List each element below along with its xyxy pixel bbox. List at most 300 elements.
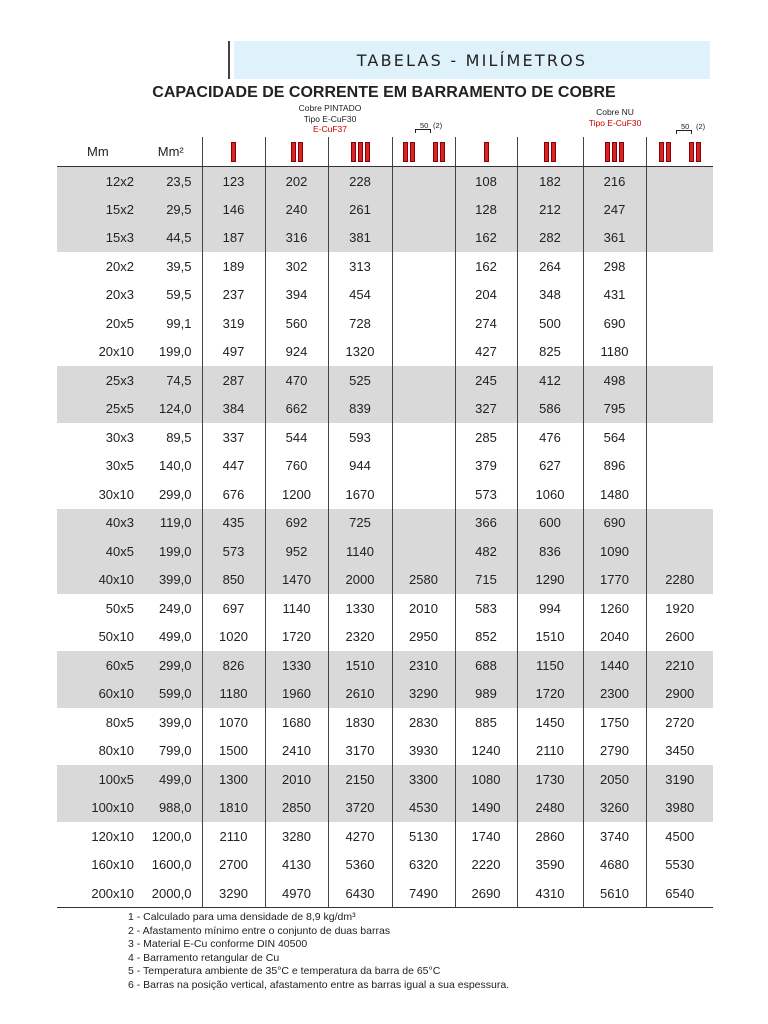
cell-current: 690 xyxy=(583,509,646,538)
bare-group-line1: Cobre NU xyxy=(596,107,634,117)
cell-current: 1290 xyxy=(517,566,583,595)
cell-area: 988,0 xyxy=(140,794,202,823)
cell-current xyxy=(392,338,455,367)
cell-current: 795 xyxy=(583,395,646,424)
cell-current: 662 xyxy=(265,395,328,424)
cell-current: 3280 xyxy=(265,822,328,851)
cell-current xyxy=(646,195,713,224)
cell-current xyxy=(392,537,455,566)
table-row xyxy=(57,879,713,908)
table-row xyxy=(57,651,713,680)
cell-current: 952 xyxy=(265,537,328,566)
cell-current xyxy=(646,423,713,452)
cell-current: 2010 xyxy=(392,594,455,623)
cell-size: 160x10 xyxy=(91,857,134,873)
cell-area: 199,0 xyxy=(158,344,192,360)
cell-current: 1510 xyxy=(328,651,392,680)
painted-group-line2: Tipo E-CuF30 xyxy=(303,113,357,124)
cell-current: 202 xyxy=(265,167,328,196)
cell-current: 573 xyxy=(202,537,265,566)
cell-current: 1020 xyxy=(202,623,265,652)
cell-current: 5530 xyxy=(646,851,713,880)
cell-current: 1180 xyxy=(202,680,265,709)
cell-current: 1260 xyxy=(583,594,646,623)
table-row xyxy=(57,566,713,595)
cell-size: 20x10 xyxy=(98,344,134,360)
cell-current: 204 xyxy=(455,281,517,310)
cell-current: 427 xyxy=(455,338,517,367)
cell-current xyxy=(392,195,455,224)
cell-current xyxy=(392,224,455,253)
cell-current: 2690 xyxy=(455,879,517,908)
double-bar-icon xyxy=(517,137,583,167)
cell-area: 249,0 xyxy=(158,600,192,616)
table-row xyxy=(57,224,713,253)
cell-current: 182 xyxy=(517,167,583,196)
cell-current: 5360 xyxy=(328,851,392,880)
banner xyxy=(228,41,710,79)
cell-current xyxy=(646,338,713,367)
cell-current: 1490 xyxy=(455,794,517,823)
cell-area: 299,0 xyxy=(140,651,202,680)
cell-current: 3980 xyxy=(646,794,713,823)
cell-area: 74,5 xyxy=(140,366,202,395)
cell-current xyxy=(392,309,455,338)
cell-current: 1450 xyxy=(517,708,583,737)
cell-size: 50x5 xyxy=(105,600,134,616)
table-row xyxy=(57,737,713,766)
cell-area: 119,0 xyxy=(140,509,202,538)
cell-current: 944 xyxy=(328,452,392,481)
table-row xyxy=(57,338,713,367)
table-row xyxy=(57,822,713,851)
cell-current: 3170 xyxy=(328,737,392,766)
cell-current: 337 xyxy=(202,423,265,452)
table-body xyxy=(57,167,713,908)
banner-title: TABELAS - MILÍMETROS xyxy=(234,41,710,79)
double-pair-bar-icon xyxy=(646,137,713,167)
table-row xyxy=(57,851,713,880)
cell-area: 140,0 xyxy=(158,458,192,474)
cell-area: 124,0 xyxy=(140,395,202,424)
cell-current xyxy=(392,395,455,424)
table-row xyxy=(57,537,713,566)
cell-current: 600 xyxy=(517,509,583,538)
cell-current: 852 xyxy=(455,623,517,652)
table-row xyxy=(57,765,713,794)
cell-current xyxy=(646,281,713,310)
cell-area: 399,0 xyxy=(140,566,202,595)
cell-current: 123 xyxy=(202,167,265,196)
footnote-item: 3 - Material E-Cu conforme DIN 40500 xyxy=(128,938,308,951)
cell-size: 20x2 xyxy=(105,258,134,274)
cell-current: 482 xyxy=(455,537,517,566)
cell-current: 4500 xyxy=(646,822,713,851)
cell-current: 1080 xyxy=(455,765,517,794)
cell-current: 1810 xyxy=(202,794,265,823)
single-bar-icon xyxy=(202,137,265,167)
cell-current: 2220 xyxy=(455,851,517,880)
table-row xyxy=(57,252,713,281)
cell-current: 240 xyxy=(265,195,328,224)
cell-current xyxy=(646,537,713,566)
banner-divider xyxy=(228,41,230,79)
cell-current: 4680 xyxy=(583,851,646,880)
cell-current: 3590 xyxy=(517,851,583,880)
cell-area: 499,0 xyxy=(158,629,192,645)
cell-current: 1920 xyxy=(646,594,713,623)
cell-current: 247 xyxy=(583,195,646,224)
footnote-item: 4 - Barramento retangular de Cu xyxy=(128,951,280,964)
cell-current: 3290 xyxy=(392,680,455,709)
cell-current: 525 xyxy=(328,366,392,395)
cell-current: 1330 xyxy=(265,651,328,680)
cell-current: 1740 xyxy=(455,822,517,851)
cell-current: 6540 xyxy=(646,879,713,908)
cell-current: 2280 xyxy=(646,566,713,595)
cell-current: 128 xyxy=(455,195,517,224)
cell-current: 187 xyxy=(202,224,265,253)
cell-current: 454 xyxy=(328,281,392,310)
cell-area: 2000,0 xyxy=(151,885,192,901)
cell-current: 586 xyxy=(517,395,583,424)
cell-current: 2310 xyxy=(392,651,455,680)
cell-current: 1670 xyxy=(328,480,392,509)
cell-current: 885 xyxy=(455,708,517,737)
cell-current: 412 xyxy=(517,366,583,395)
table-row xyxy=(57,195,713,224)
cell-current: 2010 xyxy=(265,765,328,794)
cell-current: 366 xyxy=(455,509,517,538)
cell-current: 5610 xyxy=(583,879,646,908)
cell-current: 994 xyxy=(517,594,583,623)
cell-current: 1480 xyxy=(583,480,646,509)
cell-current: 212 xyxy=(517,195,583,224)
cell-current: 676 xyxy=(202,480,265,509)
painted-copper-group-label xyxy=(270,103,390,135)
cell-current: 1830 xyxy=(328,708,392,737)
cell-size: 30x5 xyxy=(105,458,134,474)
cell-current: 4130 xyxy=(265,851,328,880)
cell-current: 498 xyxy=(583,366,646,395)
cell-size: 80x5 xyxy=(105,714,134,730)
cell-current xyxy=(646,224,713,253)
cell-current: 1470 xyxy=(265,566,328,595)
cell-current xyxy=(646,452,713,481)
cell-current: 2610 xyxy=(328,680,392,709)
cell-current xyxy=(646,480,713,509)
cell-current: 384 xyxy=(202,395,265,424)
cell-current: 497 xyxy=(202,338,265,367)
cell-current xyxy=(392,509,455,538)
cell-current: 237 xyxy=(202,281,265,310)
cell-current: 1090 xyxy=(583,537,646,566)
cell-size: 40x5 xyxy=(57,537,140,566)
table-row xyxy=(57,509,713,538)
cell-current: 146 xyxy=(202,195,265,224)
cell-current: 1320 xyxy=(328,338,392,367)
col-header-mm: Mm xyxy=(57,137,140,167)
cell-current: 924 xyxy=(265,338,328,367)
spacing-label: 50 xyxy=(681,122,690,131)
cell-area: 44,5 xyxy=(140,224,202,253)
cell-current: 2720 xyxy=(646,708,713,737)
cell-current: 573 xyxy=(455,480,517,509)
cell-size: 40x10 xyxy=(57,566,140,595)
cell-current: 348 xyxy=(517,281,583,310)
spacing-marker-bare xyxy=(676,122,706,134)
cell-area: 599,0 xyxy=(140,680,202,709)
table-row xyxy=(57,423,713,452)
cell-current: 2040 xyxy=(583,623,646,652)
table-row xyxy=(57,395,713,424)
cell-current: 627 xyxy=(517,452,583,481)
cell-size: 20x3 xyxy=(105,287,134,303)
table-row xyxy=(57,452,713,481)
cell-current: 3290 xyxy=(202,879,265,908)
cell-size: 25x3 xyxy=(57,366,140,395)
cell-current xyxy=(392,480,455,509)
single-bar-icon xyxy=(455,137,517,167)
cell-current: 500 xyxy=(517,309,583,338)
cell-current: 2410 xyxy=(265,737,328,766)
cell-current xyxy=(646,252,713,281)
cell-area: 399,0 xyxy=(158,714,192,730)
table-row xyxy=(57,366,713,395)
cell-size: 30x3 xyxy=(105,429,134,445)
cell-current: 4970 xyxy=(265,879,328,908)
cell-current: 1240 xyxy=(455,737,517,766)
cell-size: 30x10 xyxy=(98,486,134,502)
cell-area: 23,5 xyxy=(140,167,202,196)
cell-current: 394 xyxy=(265,281,328,310)
cell-current: 264 xyxy=(517,252,583,281)
cell-current: 593 xyxy=(328,423,392,452)
cell-current xyxy=(646,167,713,196)
cell-current: 470 xyxy=(265,366,328,395)
cell-area: 1600,0 xyxy=(151,857,192,873)
cell-current: 2000 xyxy=(328,566,392,595)
cell-current: 1150 xyxy=(517,651,583,680)
cell-size: 25x5 xyxy=(57,395,140,424)
table-row xyxy=(57,594,713,623)
cell-area: 89,5 xyxy=(166,429,192,445)
cell-area: 499,0 xyxy=(140,765,202,794)
table-row xyxy=(57,623,713,652)
cell-current: 2700 xyxy=(202,851,265,880)
table-row xyxy=(57,309,713,338)
cell-current xyxy=(392,252,455,281)
table-bottom-rule xyxy=(57,908,713,909)
cell-current: 2110 xyxy=(202,822,265,851)
cell-current: 560 xyxy=(265,309,328,338)
cell-area: 799,0 xyxy=(158,743,192,759)
cell-current: 2150 xyxy=(328,765,392,794)
cell-current: 2580 xyxy=(392,566,455,595)
table-row xyxy=(57,281,713,310)
cell-size: 60x10 xyxy=(57,680,140,709)
cell-current: 1960 xyxy=(265,680,328,709)
footnote-item: 5 - Temperatura ambiente de 35°C e temperatura da barra de 65°C xyxy=(128,965,441,978)
cell-current: 361 xyxy=(583,224,646,253)
cell-current: 544 xyxy=(265,423,328,452)
cell-current: 2320 xyxy=(328,623,392,652)
cell-current: 760 xyxy=(265,452,328,481)
cell-area: 99,1 xyxy=(166,315,192,331)
cell-current xyxy=(646,366,713,395)
table-row xyxy=(57,708,713,737)
cell-current xyxy=(646,309,713,338)
cell-current: 2790 xyxy=(583,737,646,766)
cell-current: 228 xyxy=(328,167,392,196)
triple-bar-icon xyxy=(583,137,646,167)
cell-current: 379 xyxy=(455,452,517,481)
cell-current: 583 xyxy=(455,594,517,623)
cell-current: 725 xyxy=(328,509,392,538)
cell-current: 287 xyxy=(202,366,265,395)
cell-area: 59,5 xyxy=(166,287,192,303)
spacing-marker-painted xyxy=(415,121,443,133)
cell-current xyxy=(646,509,713,538)
cell-current: 1750 xyxy=(583,708,646,737)
cell-size: 100x10 xyxy=(57,794,140,823)
cell-current: 697 xyxy=(202,594,265,623)
cell-current: 6430 xyxy=(328,879,392,908)
table-row xyxy=(57,680,713,709)
cell-current: 1140 xyxy=(265,594,328,623)
cell-current: 2480 xyxy=(517,794,583,823)
bare-group-line2: Tipo E-CuF30 xyxy=(588,117,642,128)
cell-current: 3190 xyxy=(646,765,713,794)
cell-current: 2900 xyxy=(646,680,713,709)
cell-current: 1730 xyxy=(517,765,583,794)
table-row xyxy=(57,480,713,509)
cell-current: 989 xyxy=(455,680,517,709)
spacing-bracket xyxy=(676,130,692,134)
cell-current: 1180 xyxy=(583,338,646,367)
cell-current xyxy=(392,167,455,196)
cell-current: 189 xyxy=(202,252,265,281)
painted-group-line1: Cobre PINTADO xyxy=(298,103,362,113)
spacing-bracket xyxy=(415,129,431,133)
cell-current: 327 xyxy=(455,395,517,424)
cell-current: 447 xyxy=(202,452,265,481)
cell-current: 3930 xyxy=(392,737,455,766)
double-bar-icon xyxy=(265,137,328,167)
cell-current: 476 xyxy=(517,423,583,452)
cell-current: 108 xyxy=(455,167,517,196)
footnotes xyxy=(128,911,509,993)
cell-current: 1770 xyxy=(583,566,646,595)
cell-current: 2950 xyxy=(392,623,455,652)
cell-current: 313 xyxy=(328,252,392,281)
cell-current: 728 xyxy=(328,309,392,338)
cell-current: 1070 xyxy=(202,708,265,737)
spacing-note: (2) xyxy=(696,122,706,131)
cell-size: 60x5 xyxy=(57,651,140,680)
header-row xyxy=(57,137,713,167)
cell-area: 199,0 xyxy=(140,537,202,566)
cell-size: 80x10 xyxy=(98,743,134,759)
cell-current: 2830 xyxy=(392,708,455,737)
cell-current: 688 xyxy=(455,651,517,680)
col-header-mm2: Mm² xyxy=(140,137,202,167)
cell-size: 200x10 xyxy=(91,885,134,901)
cell-current: 2210 xyxy=(646,651,713,680)
cell-size: 40x3 xyxy=(57,509,140,538)
cell-current: 2850 xyxy=(265,794,328,823)
cell-current: 285 xyxy=(455,423,517,452)
cell-current: 690 xyxy=(583,309,646,338)
cell-current xyxy=(392,423,455,452)
cell-current xyxy=(392,281,455,310)
cell-current: 1330 xyxy=(328,594,392,623)
cell-size: 120x10 xyxy=(91,828,134,844)
cell-size: 15x3 xyxy=(57,224,140,253)
cell-current: 692 xyxy=(265,509,328,538)
painted-group-line3: E-CuF37 xyxy=(312,124,347,134)
cell-current: 1200 xyxy=(265,480,328,509)
cell-current: 3740 xyxy=(583,822,646,851)
cell-current xyxy=(392,366,455,395)
triple-bar-icon xyxy=(328,137,392,167)
cell-size: 50x10 xyxy=(98,629,134,645)
cell-current: 435 xyxy=(202,509,265,538)
cell-current: 1060 xyxy=(517,480,583,509)
cell-current: 319 xyxy=(202,309,265,338)
cell-current: 316 xyxy=(265,224,328,253)
footnote-item: 6 - Barras na posição vertical, afastamento entre as barras igual a sua espessura. xyxy=(128,978,510,991)
cell-current: 850 xyxy=(202,566,265,595)
cell-current: 825 xyxy=(517,338,583,367)
cell-current: 2050 xyxy=(583,765,646,794)
cell-current: 4270 xyxy=(328,822,392,851)
cell-current: 715 xyxy=(455,566,517,595)
spacing-note: (2) xyxy=(433,121,443,130)
page-title: CAPACIDADE DE CORRENTE EM BARRAMENTO DE COBRE xyxy=(152,84,616,101)
cell-current: 3300 xyxy=(392,765,455,794)
cell-current: 245 xyxy=(455,366,517,395)
cell-current: 2300 xyxy=(583,680,646,709)
cell-current: 7490 xyxy=(392,879,455,908)
cell-current xyxy=(392,452,455,481)
cell-size: 20x5 xyxy=(105,315,134,331)
cell-current: 3720 xyxy=(328,794,392,823)
cell-current: 381 xyxy=(328,224,392,253)
cell-size: 15x2 xyxy=(57,195,140,224)
cell-area: 299,0 xyxy=(158,486,192,502)
cell-current: 274 xyxy=(455,309,517,338)
cell-current: 162 xyxy=(455,224,517,253)
cell-current: 282 xyxy=(517,224,583,253)
cell-current: 1720 xyxy=(517,680,583,709)
cell-current: 1500 xyxy=(202,737,265,766)
cell-current: 431 xyxy=(583,281,646,310)
cell-current: 1300 xyxy=(202,765,265,794)
cell-current: 826 xyxy=(202,651,265,680)
cell-current: 1140 xyxy=(328,537,392,566)
cell-current: 3450 xyxy=(646,737,713,766)
bare-copper-group-label xyxy=(570,107,660,128)
cell-area: 39,5 xyxy=(166,258,192,274)
cell-current: 298 xyxy=(583,252,646,281)
cell-current: 896 xyxy=(583,452,646,481)
cell-current: 216 xyxy=(583,167,646,196)
cell-current: 5130 xyxy=(392,822,455,851)
cell-current: 4530 xyxy=(392,794,455,823)
cell-current: 839 xyxy=(328,395,392,424)
table-row xyxy=(57,794,713,823)
